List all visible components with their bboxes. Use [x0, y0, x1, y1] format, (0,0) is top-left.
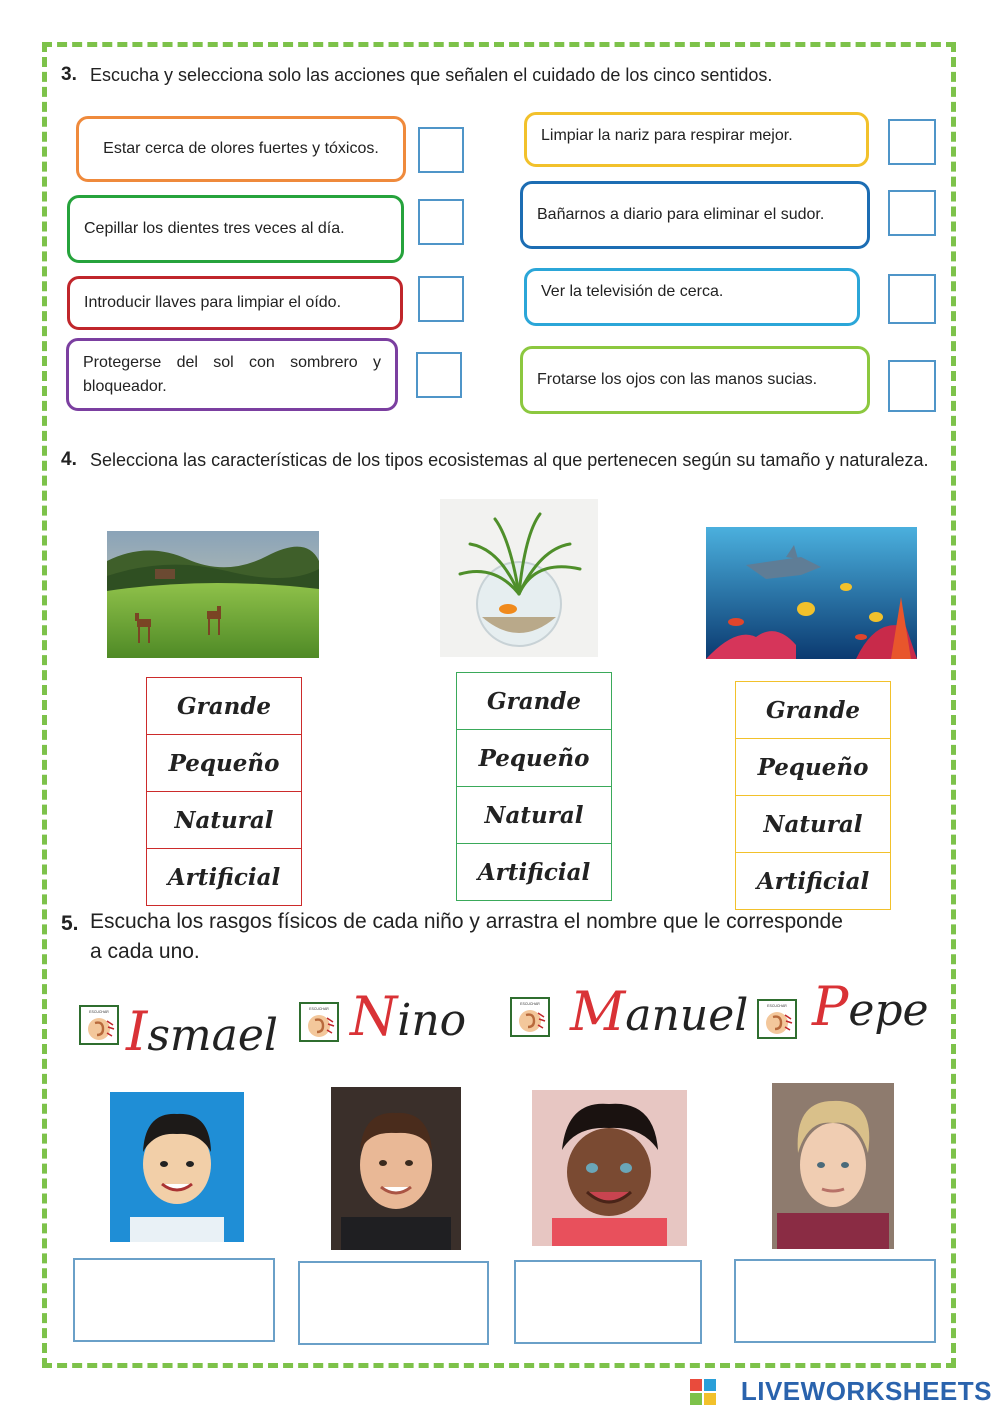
child-photo-3 [532, 1090, 687, 1246]
checkbox-action-5[interactable] [888, 119, 936, 165]
liveworksheets-logo-icon [690, 1379, 716, 1405]
draggable-name-manuel[interactable] [570, 980, 748, 1043]
option-natural-farm[interactable]: Natural [147, 792, 302, 849]
checkbox-action-7[interactable] [888, 274, 936, 324]
option-table-ocean [735, 681, 891, 910]
plant-bowl-ecosystem-image [440, 499, 598, 657]
ear-label-4: ESCUCHAR [767, 1004, 787, 1008]
option-grande-plant-bowl[interactable]: Grande [457, 673, 612, 730]
action-option-8-text: Frotarse los ojos con las manos sucias. [537, 371, 818, 388]
farm-ecosystem-image [107, 531, 319, 658]
checkbox-action-3[interactable] [418, 276, 464, 322]
draggable-name-ismael[interactable] [126, 1000, 278, 1063]
option-pequeno-plant-bowl[interactable]: Pequeño [457, 730, 612, 787]
checkbox-action-4[interactable] [416, 352, 462, 398]
option-artificial-plant-bowl[interactable]: Artificial [457, 844, 612, 901]
checkbox-action-6[interactable] [888, 190, 936, 236]
name-ismael-initial: I [126, 1000, 148, 1063]
option-natural-plant-bowl[interactable]: Natural [457, 787, 612, 844]
listen-ear-icon-3[interactable] [510, 997, 550, 1037]
action-option-7-text: Ver la televisión de cerca. [541, 283, 724, 300]
option-pequeno-ocean[interactable]: Pequeño [736, 739, 891, 796]
child-photo-1 [110, 1092, 244, 1242]
checkbox-action-8[interactable] [888, 360, 936, 412]
name-drop-box-3[interactable] [514, 1260, 702, 1344]
checkbox-action-2[interactable] [418, 199, 464, 245]
child-photo-2 [331, 1087, 461, 1250]
name-ismael-rest: smael [147, 1010, 278, 1061]
ear-label-1: ESCUCHAR [89, 1010, 109, 1014]
ear-label-2: ESCUCHAR [309, 1007, 329, 1011]
checkbox-action-1[interactable] [418, 127, 464, 173]
action-option-3[interactable] [67, 276, 403, 330]
name-drop-box-2[interactable] [298, 1261, 489, 1345]
listen-ear-icon-4[interactable] [757, 999, 797, 1039]
child-photo-4 [772, 1083, 894, 1249]
action-option-5[interactable] [524, 112, 869, 167]
option-table-farm [146, 677, 302, 906]
action-option-7[interactable] [524, 268, 860, 326]
draggable-name-nino[interactable] [350, 985, 466, 1048]
question-3-number: 3. [61, 64, 77, 85]
name-pepe-initial: P [812, 975, 849, 1038]
action-option-4[interactable] [66, 338, 398, 411]
action-option-5-text: Limpiar la nariz para respirar mejor. [541, 127, 793, 144]
ear-label-3: ESCUCHAR [520, 1002, 540, 1006]
action-option-1-text: Estar cerca de olores fuertes y tóxicos. [103, 140, 379, 157]
draggable-name-pepe[interactable] [812, 975, 929, 1038]
option-grande-farm[interactable]: Grande [147, 678, 302, 735]
option-artificial-ocean[interactable]: Artificial [736, 853, 891, 910]
name-drop-box-4[interactable] [734, 1259, 936, 1343]
action-option-6-text: Bañarnos a diario para eliminar el sudor. [537, 206, 825, 223]
question-4-instruction: Selecciona las características de los tipos ecosistemas al que pertenecen según su tamaño y naturaleza. [90, 450, 929, 470]
action-option-6[interactable] [520, 181, 870, 249]
liveworksheets-logo[interactable]: LIVEWORKSHEETS [740, 1376, 992, 1406]
name-drop-box-1[interactable] [73, 1258, 275, 1342]
ocean-ecosystem-image [706, 527, 917, 659]
question-5-instruction: Escucha los rasgos físicos de cada niño y arrastra el nombre que le corresponde a cada uno. [90, 910, 843, 963]
option-artificial-farm[interactable]: Artificial [147, 849, 302, 906]
action-option-8[interactable] [520, 346, 870, 414]
listen-ear-icon-2[interactable] [299, 1002, 339, 1042]
question-4-number: 4. [61, 449, 77, 470]
name-manuel-rest: anuel [625, 990, 749, 1041]
action-option-4-text: Protegerse del sol con sombrero y bloqueador. [83, 353, 381, 395]
option-natural-ocean[interactable]: Natural [736, 796, 891, 853]
action-option-1[interactable] [76, 116, 406, 182]
question-5-number: 5. [61, 912, 79, 935]
action-option-3-text: Introducir llaves para limpiar el oído. [84, 294, 342, 311]
name-pepe-rest: epe [848, 985, 929, 1036]
option-table-plant-bowl [456, 672, 612, 901]
name-nino-initial: N [350, 985, 398, 1048]
option-pequeno-farm[interactable]: Pequeño [147, 735, 302, 792]
option-grande-ocean[interactable]: Grande [736, 682, 891, 739]
listen-ear-icon-1[interactable] [79, 1005, 119, 1045]
question-3-instruction: Escucha y selecciona solo las acciones que señalen el cuidado de los cinco sentidos. [90, 65, 773, 85]
name-manuel-initial: M [570, 980, 626, 1043]
name-nino-rest: ino [397, 995, 467, 1046]
action-option-2[interactable] [67, 195, 404, 263]
action-option-2-text: Cepillar los dientes tres veces al día. [84, 220, 345, 237]
